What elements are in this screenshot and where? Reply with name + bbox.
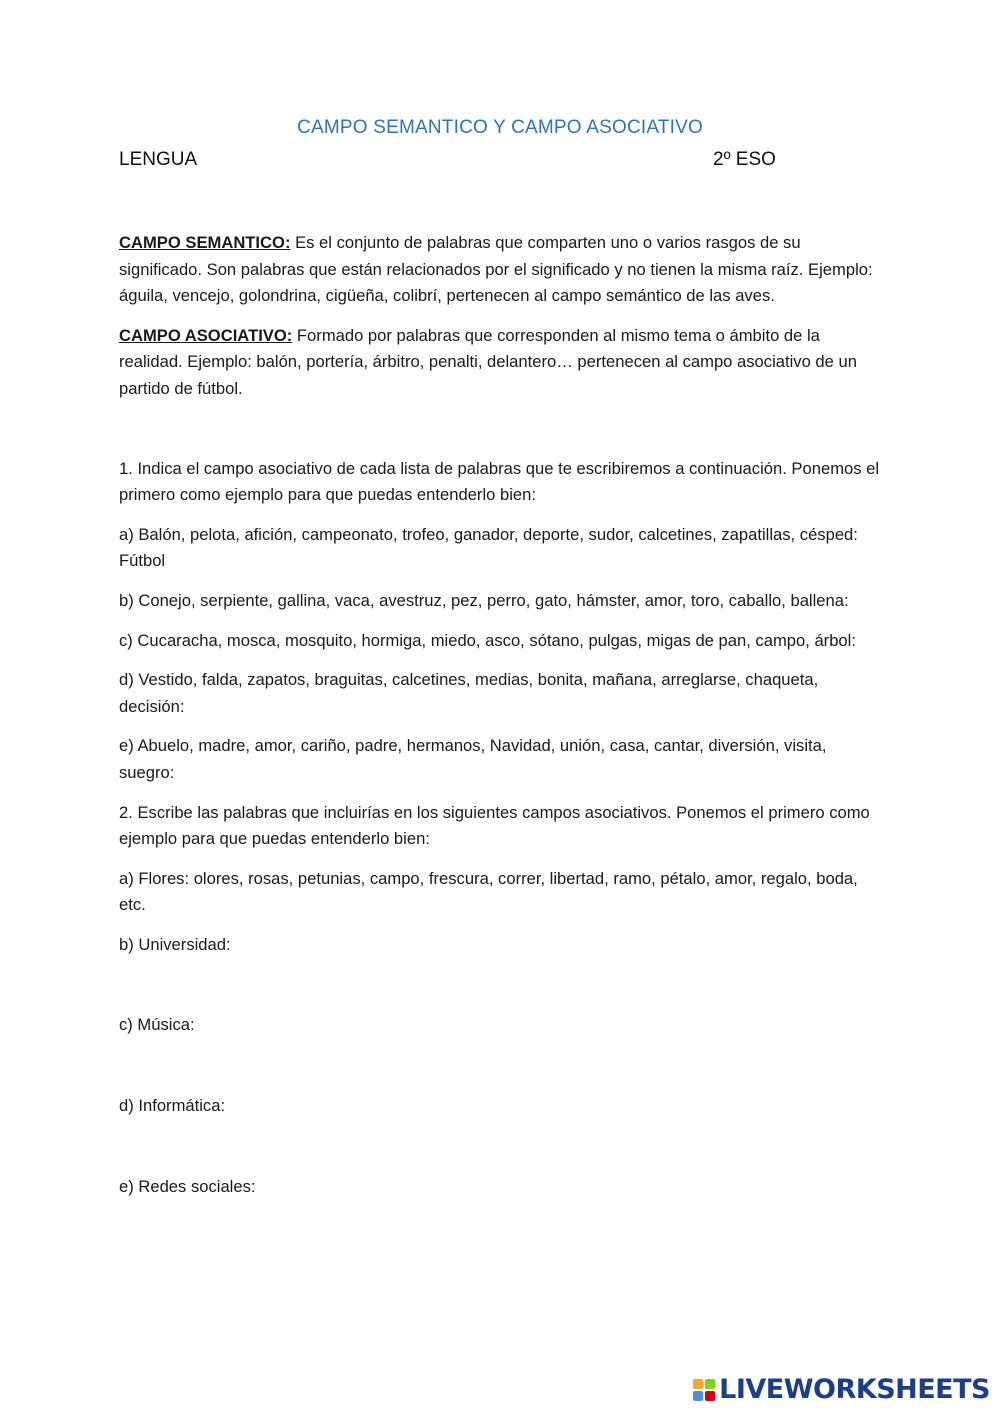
exercise2-example: a) Flores: olores, rosas, petunias, campo, frescura, correr, libertad, ramo, pétalo, amor, regalo, boda, etc.: [119, 868, 858, 915]
logo-block: [693, 1379, 703, 1389]
associative-term: CAMPO ASOCIATIVO:: [119, 325, 293, 345]
exercise1-instruction: 1. Indica el campo asociativo de cada lista de palabras que te escribiremos a continuación. Ponemos el primero como ejemplo para que puedas entenderlo bien:: [119, 458, 880, 505]
semantic-term: CAMPO SEMANTICO:: [119, 233, 291, 252]
subject-label: LENGUA: [119, 149, 198, 170]
exercise2-instruction: 2. Escribe las palabras que incluirías en los siguientes campos asociativos. Ponemos el primero como ejemplo para que puedas entenderlo bien:: [119, 802, 870, 849]
worksheet-content: [119, 230, 884, 1213]
exercise2-item: d) Informática:: [119, 1096, 226, 1116]
logo-text: LIVEWORKSHEETS: [719, 1374, 990, 1405]
section-spacer: [119, 416, 884, 456]
exercise1-item: d) Vestido, falda, zapatos, braguitas, calcetines, medias, bonita, mañana, arreglarse, chaqueta, decisión:: [119, 670, 819, 716]
logo-mark-icon: [693, 1379, 715, 1401]
exercise2-item: b) Universidad:: [119, 934, 231, 954]
semantic-definition: [119, 230, 884, 310]
logo-block: [705, 1391, 715, 1401]
exercise1-item: e) Abuelo, madre, amor, cariño, padre, hermanos, Navidad, unión, casa, cantar, diversión, visita, suegro:: [119, 736, 827, 782]
page-title: CAMPO SEMANTICO Y CAMPO ASOCIATIVO: [297, 117, 703, 138]
grade-label: 2º ESO: [713, 149, 776, 170]
exercise2-item: e) Redes sociales:: [119, 1176, 256, 1196]
exercise1-item: c) Cucaracha, mosca, mosquito, hormiga, miedo, asco, sótano, pulgas, migas de pan, campo, árbol:: [119, 630, 856, 650]
exercise2-item: c) Música:: [119, 1015, 195, 1035]
exercise1-item: a) Balón, pelota, afición, campeonato, trofeo, ganador, deporte, sudor, calcetines, zapatillas, césped: Fútbol: [119, 524, 858, 571]
associative-text: Formado por palabras que corresponden al mismo tema o ámbito de la realidad. Ejemplo: balón, portería, árbitro, penalti, delantero… pertenecen al campo asociativo de un partido de fútbol.: [119, 325, 857, 398]
exercise1-item: b) Conejo, serpiente, gallina, vaca, avestruz, pez, perro, gato, hámster, amor, toro, caballo, ballena:: [119, 590, 849, 610]
logo-block: [705, 1379, 715, 1389]
semantic-text: Es el conjunto de palabras que comparten uno o varios rasgos de su significado. Son palabras que están relacionados por el significado y no tienen la misma raíz. Ejemplo: águila, vencejo, golondrina, cigüeña, colibrí, pertenecen al campo semántico de las aves.: [119, 233, 873, 306]
liveworksheets-logo: [693, 1374, 990, 1405]
associative-definition: [119, 323, 884, 403]
logo-block: [693, 1391, 703, 1401]
